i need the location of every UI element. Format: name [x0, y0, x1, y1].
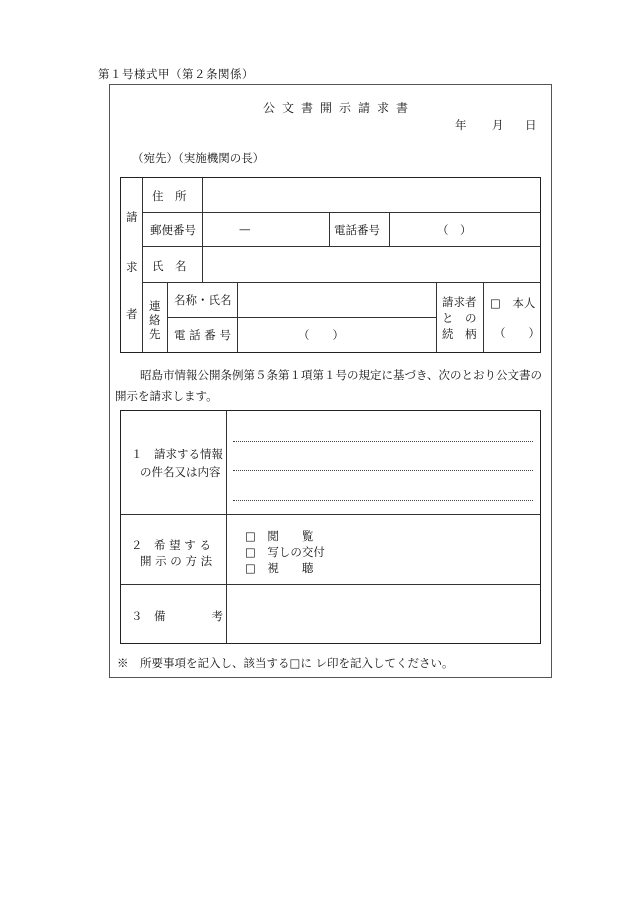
item2-label-line: 開 示 の 方 法	[140, 554, 213, 568]
requester-side-char: 求	[126, 260, 138, 274]
address-label: 住 所	[152, 189, 187, 203]
date-year-label: 年	[455, 118, 467, 132]
requester-table	[120, 177, 541, 353]
item1-label-line: の件名又は内容	[140, 465, 221, 479]
divider	[329, 212, 330, 246]
phone-value[interactable]: （ ）	[437, 223, 472, 237]
contact-phone-label: 電 話 番 号	[174, 328, 231, 342]
item3-label: ３ 備 考	[131, 609, 223, 623]
content-line-2[interactable]	[233, 470, 533, 471]
method-copy-checkbox[interactable]: □ 写しの交付	[245, 545, 325, 559]
footnote: ※ 所要事項を記入し、該当する□に レ印を記入してください。	[117, 656, 454, 670]
postal-value[interactable]: —	[239, 222, 251, 236]
relation-label-line: 請求者	[442, 295, 477, 309]
divider	[142, 178, 143, 352]
divider	[142, 282, 540, 283]
date-day-label: 日	[525, 118, 537, 132]
divider	[389, 212, 390, 246]
requester-side-char: 者	[126, 307, 138, 321]
postal-label: 郵便番号	[150, 223, 196, 237]
request-statement: 昭島市情報公開条例第５条第１項第１号の規定に基づき、次のとおり公文書の開示を請求します。	[115, 368, 543, 403]
divider	[121, 514, 540, 515]
request-details-table	[120, 410, 541, 644]
divider	[226, 411, 227, 643]
divider	[167, 317, 436, 318]
contact-side-char: 絡	[149, 313, 161, 327]
content-line-3[interactable]	[233, 500, 533, 501]
form-id: 第１号様式甲（第２条関係）	[98, 67, 254, 81]
divider	[237, 282, 238, 352]
contact-side-char: 先	[149, 327, 161, 341]
phone-label: 電話番号	[334, 223, 380, 237]
divider	[121, 584, 540, 585]
method-view-checkbox[interactable]: □ 閲 覧	[245, 529, 314, 543]
requester-side-char: 請	[126, 210, 138, 224]
item2-label-line: ２ 希 望 す る	[131, 538, 211, 552]
divider	[483, 282, 484, 352]
contact-name-label: 名称・氏名	[174, 293, 232, 307]
relation-label-line: 続 柄	[442, 327, 477, 341]
content-line-1[interactable]	[233, 441, 533, 442]
addressee: （宛先）（実施機関の長）	[132, 151, 265, 165]
relation-label-line: と の	[442, 311, 477, 325]
contact-side-char: 連	[149, 299, 161, 313]
divider	[202, 178, 203, 282]
relation-other-field[interactable]: （ ）	[494, 326, 540, 340]
divider	[436, 282, 437, 352]
name-label: 氏 名	[152, 259, 187, 273]
date-month-label: 月	[492, 118, 504, 132]
form-title: 公文書開示請求書	[262, 101, 415, 115]
item1-label-line: １ 請求する情報	[131, 447, 223, 461]
relation-self-checkbox[interactable]: □ 本人	[490, 296, 536, 310]
method-listen-checkbox[interactable]: □ 視 聴	[245, 561, 314, 575]
contact-phone-value[interactable]: （ ）	[298, 328, 344, 342]
